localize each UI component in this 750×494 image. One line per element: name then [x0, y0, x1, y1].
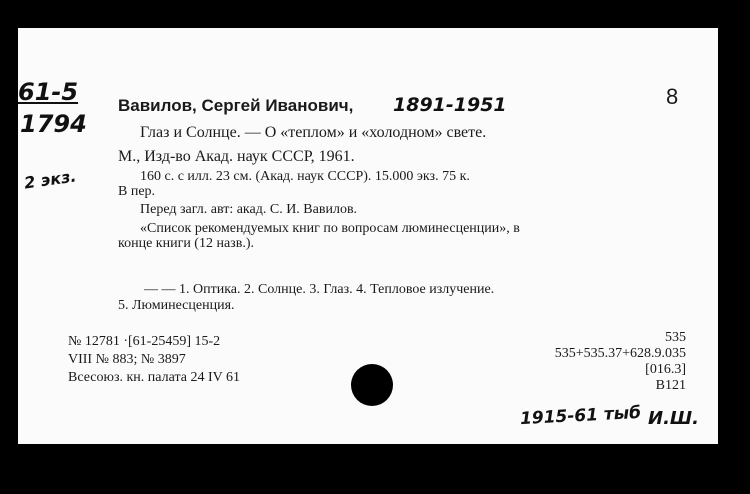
imprint-line: М., Изд-во Акад. наук СССР, 1961. — [118, 148, 355, 165]
udc-full: 535+535.37+628.9.035 — [554, 346, 686, 361]
handwritten-copies-note: 2 экз. — [22, 166, 78, 193]
subjects-line-cont: 5. Люминесценция. — [118, 298, 235, 313]
handwritten-bottom-note: 1915-61 тыб — [519, 402, 642, 430]
title-line: Глаз и Солнце. — О «теплом» и «холодном» свете. — [140, 124, 487, 141]
corner-number: 8 — [666, 84, 679, 109]
author-heading: Вавилов, Сергей Иванович, — [118, 96, 354, 115]
registration-number: № 12781 ·[61-25459] 15-2 — [68, 334, 221, 349]
book-chamber-date: Всесоюз. кн. палата 24 IV 61 — [68, 370, 240, 385]
bibliography-line: «Список рекомендуемых книг по вопросам люминесценции», в — [140, 221, 520, 236]
bibliography-line-cont: конце книги (12 назв.). — [118, 236, 254, 251]
author-mark: В121 — [655, 378, 686, 393]
udc-primary: 535 — [665, 330, 686, 345]
binding-line: В пер. — [118, 184, 156, 199]
catalog-card — [18, 28, 718, 444]
collation-line: 160 с. с илл. 23 см. (Акад. наук СССР). 15.000 экз. 75 к. — [140, 169, 470, 184]
udc-bibliography: [016.3] — [645, 362, 686, 377]
handwritten-years: 1891-1951 — [393, 94, 507, 116]
handwritten-shelf-mark-bottom: 1794 — [20, 110, 87, 138]
subjects-line: — — 1. Оптика. 2. Солнце. 3. Глаз. 4. Тепловое излучение. — [144, 282, 495, 297]
chamber-numbers: VIII № 883; № 3897 — [68, 352, 186, 367]
author-note-line: Перед загл. авт: акад. С. И. Вавилов. — [140, 202, 358, 217]
handwritten-shelf-mark-top: 61-5 — [18, 78, 79, 106]
handwritten-bottom-sign: И.Ш. — [648, 408, 699, 429]
punch-hole — [351, 364, 393, 406]
